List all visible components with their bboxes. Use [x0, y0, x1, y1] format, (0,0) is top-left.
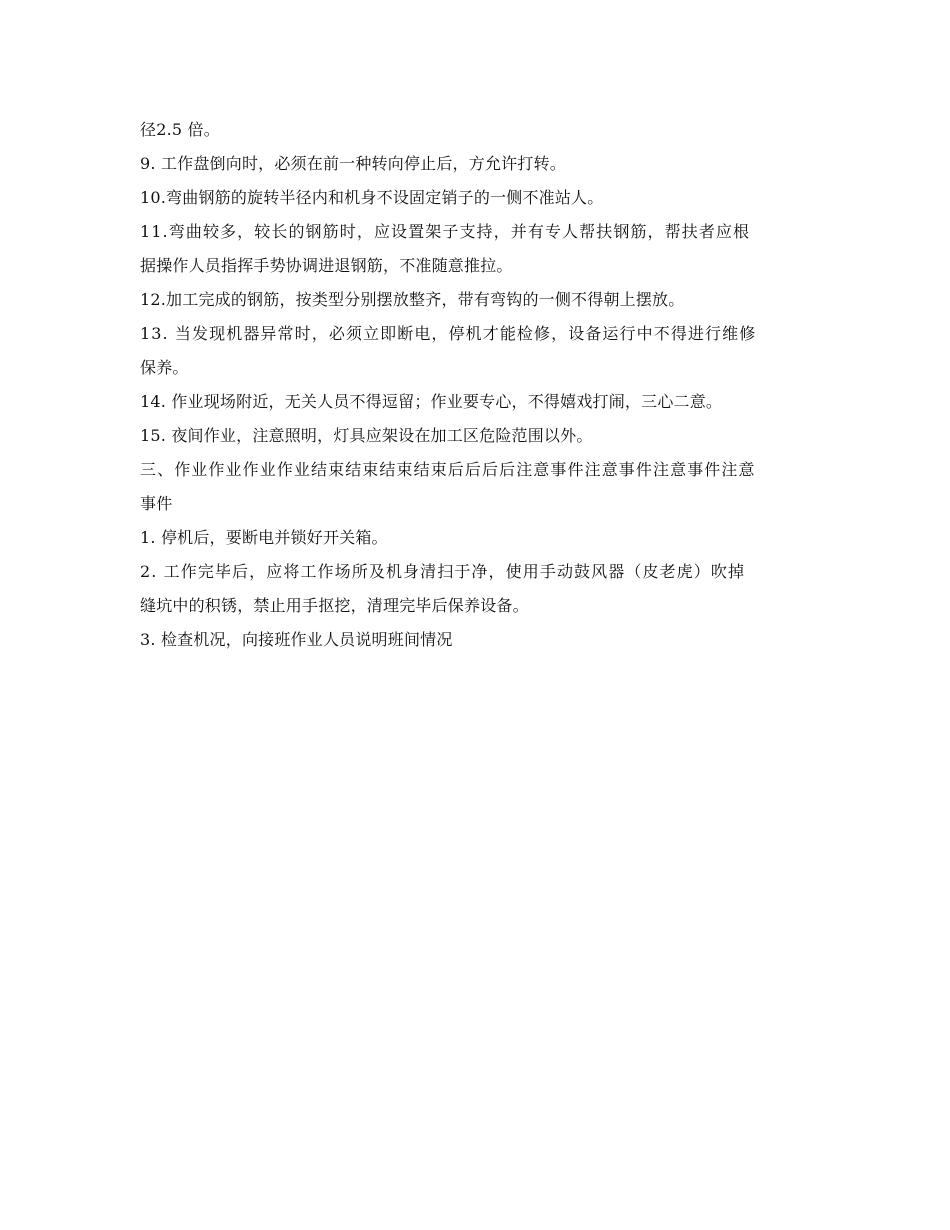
section-heading: 三、作业作业作业作业结束结束结束结束后后后后注意事件注意事件注意事件注意 — [140, 460, 756, 479]
text-line: 保养。 — [140, 358, 189, 377]
text-line: 12.加工完成的钢筋，按类型分别摆放整齐，带有弯钩的一侧不得朝上摆放。 — [140, 290, 685, 309]
text-line: 据操作人员指挥手势协调进退钢筋，不准随意推拉。 — [140, 256, 513, 275]
text-line: 11.弯曲较多，较长的钢筋时，应设置架子支持，并有专人帮扶钢筋，帮扶者应根 — [140, 222, 751, 241]
text-line: 2. 工作完毕后，应将工作场所及机身清扫于净，使用手动鼓风器（皮老虎）吹掉 — [140, 562, 746, 581]
text-line: 径2.5 倍。 — [140, 120, 220, 139]
section-heading-continued: 事件 — [140, 494, 173, 513]
text-line: 13. 当发现机器异常时，必须立即断电，停机才能检修，设备运行中不得进行维修 — [140, 324, 757, 343]
text-line: 缝坑中的积锈，禁止用手抠挖，清理完毕后保养设备。 — [140, 596, 529, 615]
text-line: 15. 夜间作业，注意照明，灯具应架设在加工区危险范围以外。 — [140, 426, 593, 445]
text-line: 14. 作业现场附近，无关人员不得逗留；作业要专心，不得嬉戏打闹，三心二意。 — [140, 392, 723, 411]
text-line: 10.弯曲钢筋的旋转半径内和机身不设固定销子的一侧不准站人。 — [140, 188, 604, 207]
text-line: 1. 停机后，要断电并锁好开关箱。 — [140, 528, 388, 547]
text-line: 3. 检查机况，向接班作业人员说明班间情况 — [140, 630, 453, 649]
document-body — [140, 113, 820, 657]
text-line: 9. 工作盘倒向时，必须在前一种转向停止后，方允许打转。 — [140, 154, 566, 173]
